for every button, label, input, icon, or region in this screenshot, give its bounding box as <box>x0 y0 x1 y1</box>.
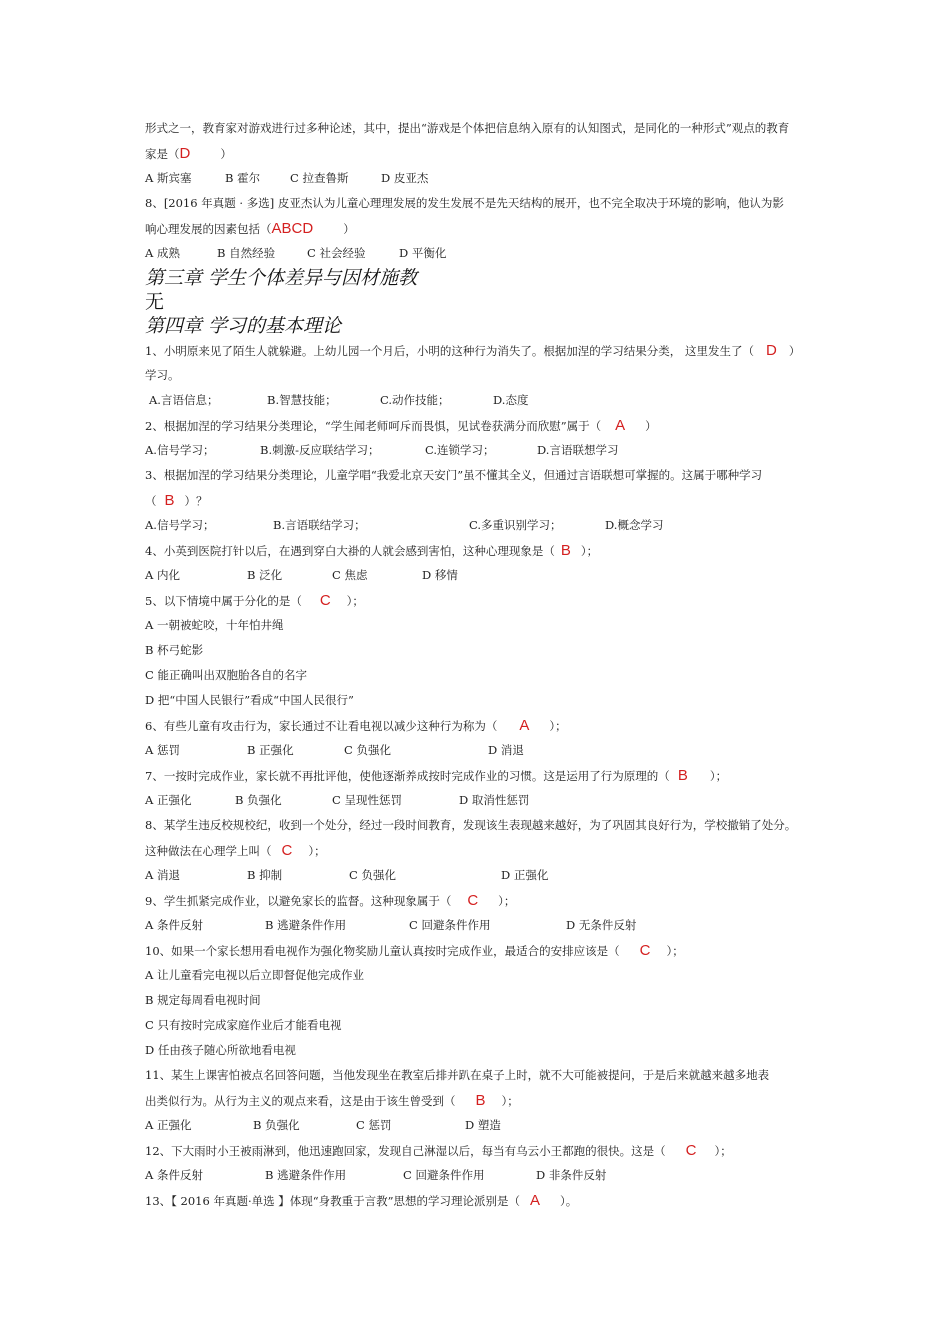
option: B 自然经验 <box>217 246 276 260</box>
option: D.态度 <box>493 393 529 407</box>
option: C.多重识别学习； <box>469 518 562 532</box>
option: B 抑制 <box>247 868 283 882</box>
list-item: B 杯弓蛇影 <box>145 643 204 657</box>
option: C 回避条件作用 <box>409 918 491 932</box>
option: A.言语信息； <box>149 393 219 407</box>
question-13: 13、【 2016 年真题·单选 】体现“身教重于言教”思想的学习理论派别是（ A ）。 <box>145 1192 578 1209</box>
question-8-line2: 这种做法在心理学上叫（ C ）； <box>145 842 326 859</box>
question-8: 8、某学生违反校规校纪，收到一个处分，经过一段时间教育，发现该生表现越来越好，为了巩固其良好行为，学校撤销了处分。 <box>145 818 797 832</box>
q7-line1: 形式之一，教育家对游戏进行过多种论述，其中，提出“游戏是个体把信息纳入原有的认知图式，是同化的一种形式”观点的教育 <box>145 121 790 135</box>
option: A 消退 <box>145 868 180 882</box>
q8-line1: 8、[2016 年真题 · 多选] 皮亚杰认为儿童心理理发展的发生发展不是先天结构的展开，也不完全取决于环境的影响，他认为影 <box>145 196 784 210</box>
option: C 负强化 <box>344 743 391 757</box>
option: D.概念学习 <box>605 518 664 532</box>
q8-line2: 响心理发展的因素包括（ABCD ） <box>145 220 355 237</box>
list-item: A 一朝被蛇咬，十年怕井绳 <box>145 618 284 632</box>
option: D 非条件反射 <box>536 1168 607 1182</box>
option: B 逃避条件作用 <box>265 918 347 932</box>
answer-mark: A <box>530 1192 541 1209</box>
answer-mark: B <box>677 767 688 784</box>
answer-mark: B <box>475 1092 486 1109</box>
answer-mark: C <box>685 1142 697 1159</box>
question-12: 12、下大雨时小王被雨淋到，他迅速跑回家，发现自己淋湿以后，每当有乌云小王都跑的很快。这是（ C ）； <box>145 1142 732 1159</box>
option: C 回避条件作用 <box>403 1168 485 1182</box>
option: B 正强化 <box>247 743 294 757</box>
question-1: 1、小明原来见了陌生人就躲避。上幼儿园一个月后，小明的这种行为消失了。根据加涅的学习结果分类， 这里发生了（ D ） <box>145 342 801 359</box>
question-2: 2、根据加涅的学习结果分类理论，“学生闻老师呵斥而畏惧，见试卷获满分而欣慰”属于（ A ） <box>145 417 657 434</box>
option: D.言语联想学习 <box>537 443 619 457</box>
option: C 焦虑 <box>332 568 368 582</box>
question-9-options <box>145 913 815 938</box>
answer-mark: A <box>615 417 626 434</box>
option: B.智慧技能； <box>267 393 337 407</box>
option: A 内化 <box>145 568 180 582</box>
list-item: A 让儿童看完电视以后立即督促他完成作业 <box>145 968 364 982</box>
option: B.刺激-反应联结学习； <box>260 443 380 457</box>
option: A.信号学习； <box>145 443 215 457</box>
answer-mark: D <box>765 342 777 359</box>
question-11: 11、某生上课害怕被点名回答问题，当他发现坐在教室后排并趴在桌子上时，就不大可能被提问，于是后来就越来越多地表 <box>145 1068 770 1082</box>
answer-mark: D <box>179 145 191 162</box>
option: D 移情 <box>422 568 458 582</box>
option: A 斯宾塞 <box>145 171 192 185</box>
option: C 负强化 <box>349 868 396 882</box>
question-8-options <box>145 863 815 888</box>
document-page <box>145 116 815 1213</box>
answer-mark: C <box>639 942 651 959</box>
option: A.信号学习； <box>145 518 215 532</box>
question-3: 3、根据加涅的学习结果分类理论，儿童学唱“我爱北京天安门”虽不懂其全义，但通过言语联想可掌握的。这属于哪种学习 <box>145 468 763 482</box>
list-item: B 规定每周看电视时间 <box>145 993 261 1007</box>
question-3-options <box>145 513 815 538</box>
question-9: 9、学生抓紧完成作业，以避免家长的监督。这种现象属于（ C ）； <box>145 892 516 909</box>
question-11-line2: 出类似行为。从行为主义的观点来看，这是由于该生曾受到（ B ）； <box>145 1092 519 1109</box>
answer-mark: B <box>164 492 175 509</box>
option: A 条件反射 <box>145 918 203 932</box>
answer-mark: C <box>319 592 331 609</box>
option: B 负强化 <box>253 1118 300 1132</box>
answer-mark: ABCD <box>271 220 314 237</box>
question-7-options <box>145 788 815 813</box>
chapter3-title: 第三章 学生个体差异与因材施教 <box>145 267 418 289</box>
answer-mark: C <box>281 842 293 859</box>
question-6: 6、有些儿童有攻击行为，家长通过不让看电视以减少这种行为称为（ A ）； <box>145 717 567 734</box>
option: C 呈现性惩罚 <box>332 793 402 807</box>
answer-mark: A <box>519 717 530 734</box>
question-12-options <box>145 1163 815 1188</box>
question-10: 10、如果一个家长想用看电视作为强化物奖励儿童认真按时完成作业，最适合的安排应该是（ C ）； <box>145 942 684 959</box>
question-1-line2: 学习。 <box>145 368 180 382</box>
option: D 正强化 <box>501 868 549 882</box>
option: B 泛化 <box>247 568 283 582</box>
question-2-options <box>145 438 815 463</box>
option: D 取消性惩罚 <box>459 793 530 807</box>
question-1-options <box>145 388 815 413</box>
chapter4-title: 第四章 学习的基本理论 <box>145 315 342 337</box>
option: C.连锁学习； <box>425 443 495 457</box>
option: C.动作技能； <box>380 393 450 407</box>
option: A 正强化 <box>145 1118 192 1132</box>
question-7: 7、一按时完成作业，家长就不再批评他，使他逐渐养成按时完成作业的习惯。这是运用了行为原理的（ B ）； <box>145 767 728 784</box>
question-5: 5、以下情境中属于分化的是（ C ）； <box>145 592 364 609</box>
q7-line2: 家是（D ） <box>145 145 232 162</box>
list-item: D 把“中国人民银行”看成“中国人民很行” <box>145 693 354 707</box>
question-6-options <box>145 738 815 763</box>
answer-mark: B <box>560 542 571 559</box>
list-item: C 能正确叫出双胞胎各自的名字 <box>145 668 307 682</box>
option: B.言语联结学习； <box>273 518 366 532</box>
option: B 逃避条件作用 <box>265 1168 347 1182</box>
list-item: C 只有按时完成家庭作业后才能看电视 <box>145 1018 342 1032</box>
option: A 正强化 <box>145 793 192 807</box>
option: A 条件反射 <box>145 1168 203 1182</box>
option: B 霍尔 <box>225 171 261 185</box>
answer-mark: C <box>467 892 479 909</box>
question-4: 4、小英到医院打针以后，在遇到穿白大褂的人就会感到害怕，这种心理现象是（ B ）； <box>145 542 599 559</box>
option: B 负强化 <box>235 793 282 807</box>
option: A 惩罚 <box>145 743 180 757</box>
option: D 消退 <box>488 743 524 757</box>
option: C 拉查鲁斯 <box>290 171 349 185</box>
option: D 皮亚杰 <box>381 171 429 185</box>
chapter3-content: 无 <box>145 291 165 313</box>
q8-options <box>145 241 815 266</box>
option: C 惩罚 <box>356 1118 392 1132</box>
question-11-options <box>145 1113 815 1138</box>
option: C 社会经验 <box>307 246 366 260</box>
option: D 塑造 <box>465 1118 501 1132</box>
option: D 平衡化 <box>399 246 447 260</box>
question-4-options <box>145 563 815 588</box>
q7-options <box>145 166 815 191</box>
list-item: D 任由孩子随心所欲地看电视 <box>145 1043 296 1057</box>
question-3-line2: （ B ）？ <box>145 492 208 509</box>
option: D 无条件反射 <box>566 918 637 932</box>
option: A 成熟 <box>145 246 180 260</box>
